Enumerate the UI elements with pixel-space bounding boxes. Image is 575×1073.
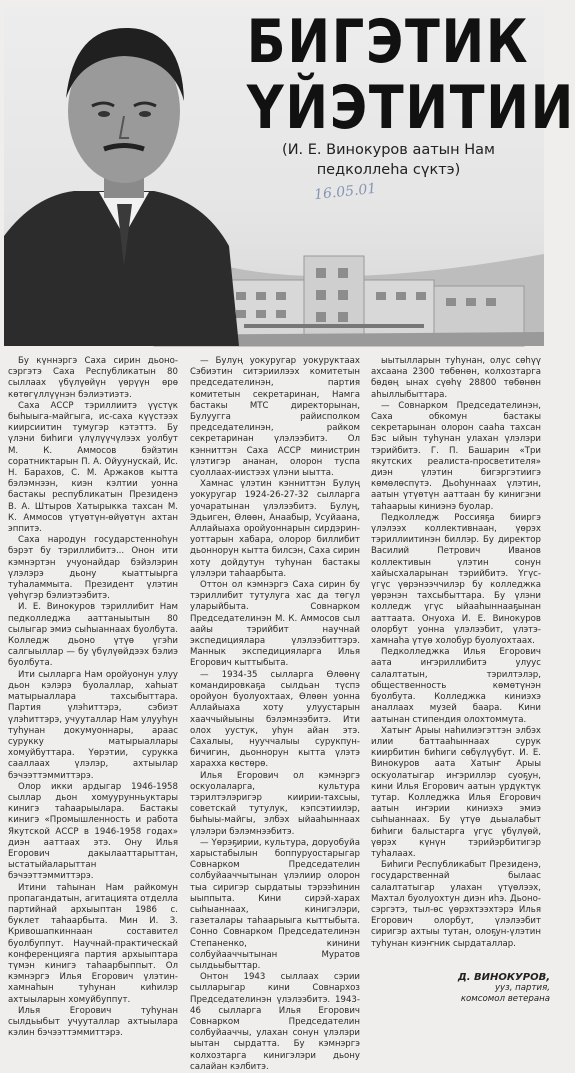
paragraph: И. Е. Винокуров тэриллибит Нам педколледжа ааттаныытын 80 сылыгар эмиэ сыhыаннаах буолбута. Колледж дьоно үтүө үгэhи салгыыллар — бу үбүлүөйдээх бэлиэ буолбута.: [8, 602, 178, 669]
header-photo: [4, 6, 575, 346]
paragraph: ыытылларын туhунан, олус сөhүү ахсаана 2300 төбөнөн, колхозтарга бөдөң ынах сүөhү 28800 төбөнөн аhыллыбыттара.: [371, 356, 541, 400]
author-name: Д. ВИНОКУРОВ,: [457, 972, 550, 983]
portrait: [4, 28, 239, 346]
paragraph: Илья Егорович туhунан сылдьыбыт учууталлар ахтыылара кэлин бэчээттэммиттэрэ.: [8, 1005, 178, 1039]
subtitle: [226, 140, 551, 181]
headline-line-2: ҮЙЭТИТИИ: [246, 73, 575, 143]
author-role-line-1: ууз, партия,: [494, 983, 550, 993]
article-column-3: [371, 356, 541, 961]
paragraph: Бу күннэргэ Саха сирин дьоно-сэргэтэ Саха Республикатын 80 сыллаах үбүлүөйүн үөрүүн өрө көтөгүллүүнэн бэлиэтиэтэ.: [8, 356, 178, 400]
paragraph: — Булуң уокуругар уокуруктаах Сэбиэтин ситэриилээх комитетын председателинэн, партия комитетын секретаринан, Намга бастакы МТС директорынан, Булуугга райисполком председателинэн, райком секретаринан үлэлээбитэ. Ол кэнниттэн Саха АССР министрин үлэтигэр ананан, олорон туспа суоллаах-иистээх үлэни ыытта.: [190, 356, 360, 479]
paragraph: Биhиги Республикабыт Президенэ, государственнай былаас салалтатыгар улахан үтүөлээх, Махтал буолуохтун диэн иhэ. Дьоно-сэргэтэ, тыл-өс үөрэхтээхтэрэ Илья Егорович олорбут, үлэлээбит сиригэр ахтыы тутан, олоҕун-үлэтин туhунан киэҥник сырдаталлар.: [371, 860, 541, 949]
paragraph: Олор икки ардыгар 1946-1958 сыллар дьон хомуурунньуктары кинигэ таhаарыылара. Бастакы кинигэ «Промышленность и работа Якутской АССР в 1946-1958 годах» диэн ааттаах этэ. Ону Илья Егорович дакылааттарыттан, ыстатыйаларыттан бэчээттэммиттэрэ.: [8, 781, 178, 882]
headline-line-1: БИГЭТИК: [246, 7, 530, 77]
article-column-1: [8, 356, 178, 1039]
headline: [222, 7, 575, 143]
subtitle-line-2: педколлеhа сүктэ): [316, 162, 461, 179]
paragraph: Педколледж Россияҕа бииргэ үлэлээх коллективнаан, үөрэх тэриллиитинэн биллэр. Бу директор Василий Петрович Иванов коллективын үлэтин сонун хайысхаларынан тэрийбитэ. Үгүс-үгүс үөрэнээччилэр бу колледжка үөрэнэн тахсыбыттара. Бу үлэни колледж үгүс ыйааhыннааҕынан ааттаата. Онуоха И. Е. Винокуров олорбут уонна үлэлээбит, үлэтэ-хамнаhа үтүө холобур буолуохтаах.: [371, 512, 541, 647]
paragraph: Саха народун государстенноhун бэрэт бу тэриллибитэ... Онон ити кэмнэртэн учуонайдар бэйэлэрин үлэлэрэ дьону кыаттыырга туhаламмыта. Президент үлэтин үөһүгэр бэлиэтээбитэ.: [8, 535, 178, 602]
paragraph: Педколледжка Илья Егорович аата иҥэриллибитэ улуус салалтатын, тэрилтэлэр, общественность көмөтүнэн буолбута. Колледжка киниэхэ аналлаах музей баара. Кини аатынан стипендия олохтоммута.: [371, 647, 541, 725]
paragraph: Итини таhынан Нам райкомун пропагандатын, агитацията отделла партийнай архыыптан 1986 с. буклет таhаарбыта. Мин И. З. Кривошапкиннаан составител буолбуппут. Научнай-практическай конференцияга партия архыыптара түмэн кинигэ таhаарбыппыт. Ол кэмнэргэ Илья Егорович үлэтин-хамнаhын туhунан киhилэр ахтыыларын хомуйбуппут.: [8, 882, 178, 1005]
handwritten-signature: 16.05.01: [313, 180, 378, 204]
paragraph: Саха АССР тэриллиитэ үүстүк быhыыга-майгыга, ис-саха күүстээх киирсиитин тумугэр кэтэттэ. Бу үлэни биhиги үлүлүүчүлээх уолбут М. К. Аммосов бэйэтин соратниктарын П. А. Ойуунускай, Ис. Н. Барахов, С. М. Аржаков кытта бэлэмнээн, киэн кэлтии уонна бастакы республикатын Президенэ В. А. Штыров Хатырыкка тахсан М. К. Аммосов үтүөтүн-өйүөтүн ахтан эппитэ.: [8, 400, 178, 535]
paragraph: Онтон 1943 сыллаах сэрии сылларыгар кини Совнархоз Председателинэн үлэлээбитэ. 1943-46 сылларга Илья Егорович Совнарком Председателин солбуйааччы, улахан сонун үлэлэри ыытан сырдатта. Бу кэмнэргэ колхозтарга кинигэлэри дьону салайан кэлбитэ.: [190, 972, 360, 1072]
subtitle-line-1: (И. Е. Винокуров аатын Нам: [282, 142, 495, 158]
author-role-line-2: комсомол ветерана: [460, 994, 550, 1004]
paragraph: Оттон ол кэмнэргэ Саха сирин бу тэриллибит тутулуга хас да төгүл уларыйбыта. Совнарком Председателинэн М. К. Аммосов сыл аайы тэрийбит научнай экспедициялара үлэлээбиттэрэ. Маннык экспедицияларга Илья Егорович кыттыбыта.: [190, 580, 360, 669]
paragraph: Хатыҥ Арыы наhилиэгэттэн элбэх илии баттааhыннаах сурук киирбитин биhиги сөбүлүүбүт. И. Е. Винокуров аата Хатыҥ Арыы оскуолатыгар иҥэриллэр суоҕун, кини Илья Егорович аатын үрдүктүк тутар. Колледжка Илья Егорович аатын иҥэрии киниэхэ эмиэ сыhыаннаах. Бу үтүө дьыалабыт биhиги балыстарга үгүс үбүлүөй, үөрэх күнүн тэрийэрбитигэр туhалаах.: [371, 725, 541, 859]
paragraph: Ити сылларга Нам оройуонун улуу дьон кэлэрэ буолаллар, хаhыат матырыаллара тахсыбыттара. Партия үлэhиттэрэ, сэбиэт үлэhиттэрэ, учууталлар Нам улууhун туhунан докумуоннары, араас сурукку матырыаллары хомуйбуттара. Үөрэтии, сурукка сааллаах үлэлэр, ахтыылар бэчээттэммиттэрэ.: [8, 669, 178, 781]
paragraph: — Совнарком Председателинэн, Саха обкомун бастакы секретарынан олорон сааhа тахсан Бэс ыйын туhунан улахан үлэлэри тэрийбитэ. Г. П. Башарин «Три якутских реалиста-просветителя» диэн үлэтин бигэргэтиигэ көмөлөспүтэ. Дьоhуннаах үлэтин, аатын үтүөтүн ааттаан бу кинигэни таhаарыы киниэнэ буолар.: [371, 400, 541, 512]
paragraph: — Үөрэҕирии, культура, доруобуйа харыстабылын боппуруостарыгар Совнарком Председателин солбуйааччытынан үлэлиир олорон тыа сиригэр сырдатыы тэрээhинин ыыппыта. Кини сирэй-харах сыhыаннаах, кинигэлэри, газеталары таhаарыыга кыттыбыта. Сонно Совнарком Председателинэн Степаненко, кинини солбуйааччытынан Муратов сылдьыбыттар.: [190, 837, 360, 971]
author-byline: [420, 972, 550, 1005]
paragraph: Илья Егорович ол кэмнэргэ оскуолаларга, культура тэрилтэлэригэр киирии-тахсыы, советскай тутулук, кэпсэтиилэр, быhыы-майгы, элбэх ыйааhыннаах үлэлэри бэлэмнээбитэ.: [190, 770, 360, 837]
paragraph: Хамнас үлэтин кэнниттэн Булуң уокуругар 1924-26-27-32 сылларга уочаратынан үлэлээбитэ. Булуң, Эдьиген, Өлөөн, Анаабыр, Усуйаана, Аллайыаха оройуоннарын сирдэрин-уоттарын хабара, олорор биллибит дьоннорун кытта билсэн, Саха сирин хоту дойдутун туhунан бастакы үлэлэри таhаарбыта.: [190, 479, 360, 579]
article-column-2: [190, 356, 360, 1072]
paragraph: — 1934-35 сылларга Өлөөнү командировкаҕа сылдьан түспэ оройуон буолуохтаах, Өлөөн уонна Аллайыаха хоту улуустарын хааччыйыыны бэлэмнээбитэ. Ити олох уустук, уһун айан этэ. Сахалыы, нууччалыы сурукпун-бичигин, дьоннорун кытта үлэтэ харахха көстөрө.: [190, 669, 360, 770]
